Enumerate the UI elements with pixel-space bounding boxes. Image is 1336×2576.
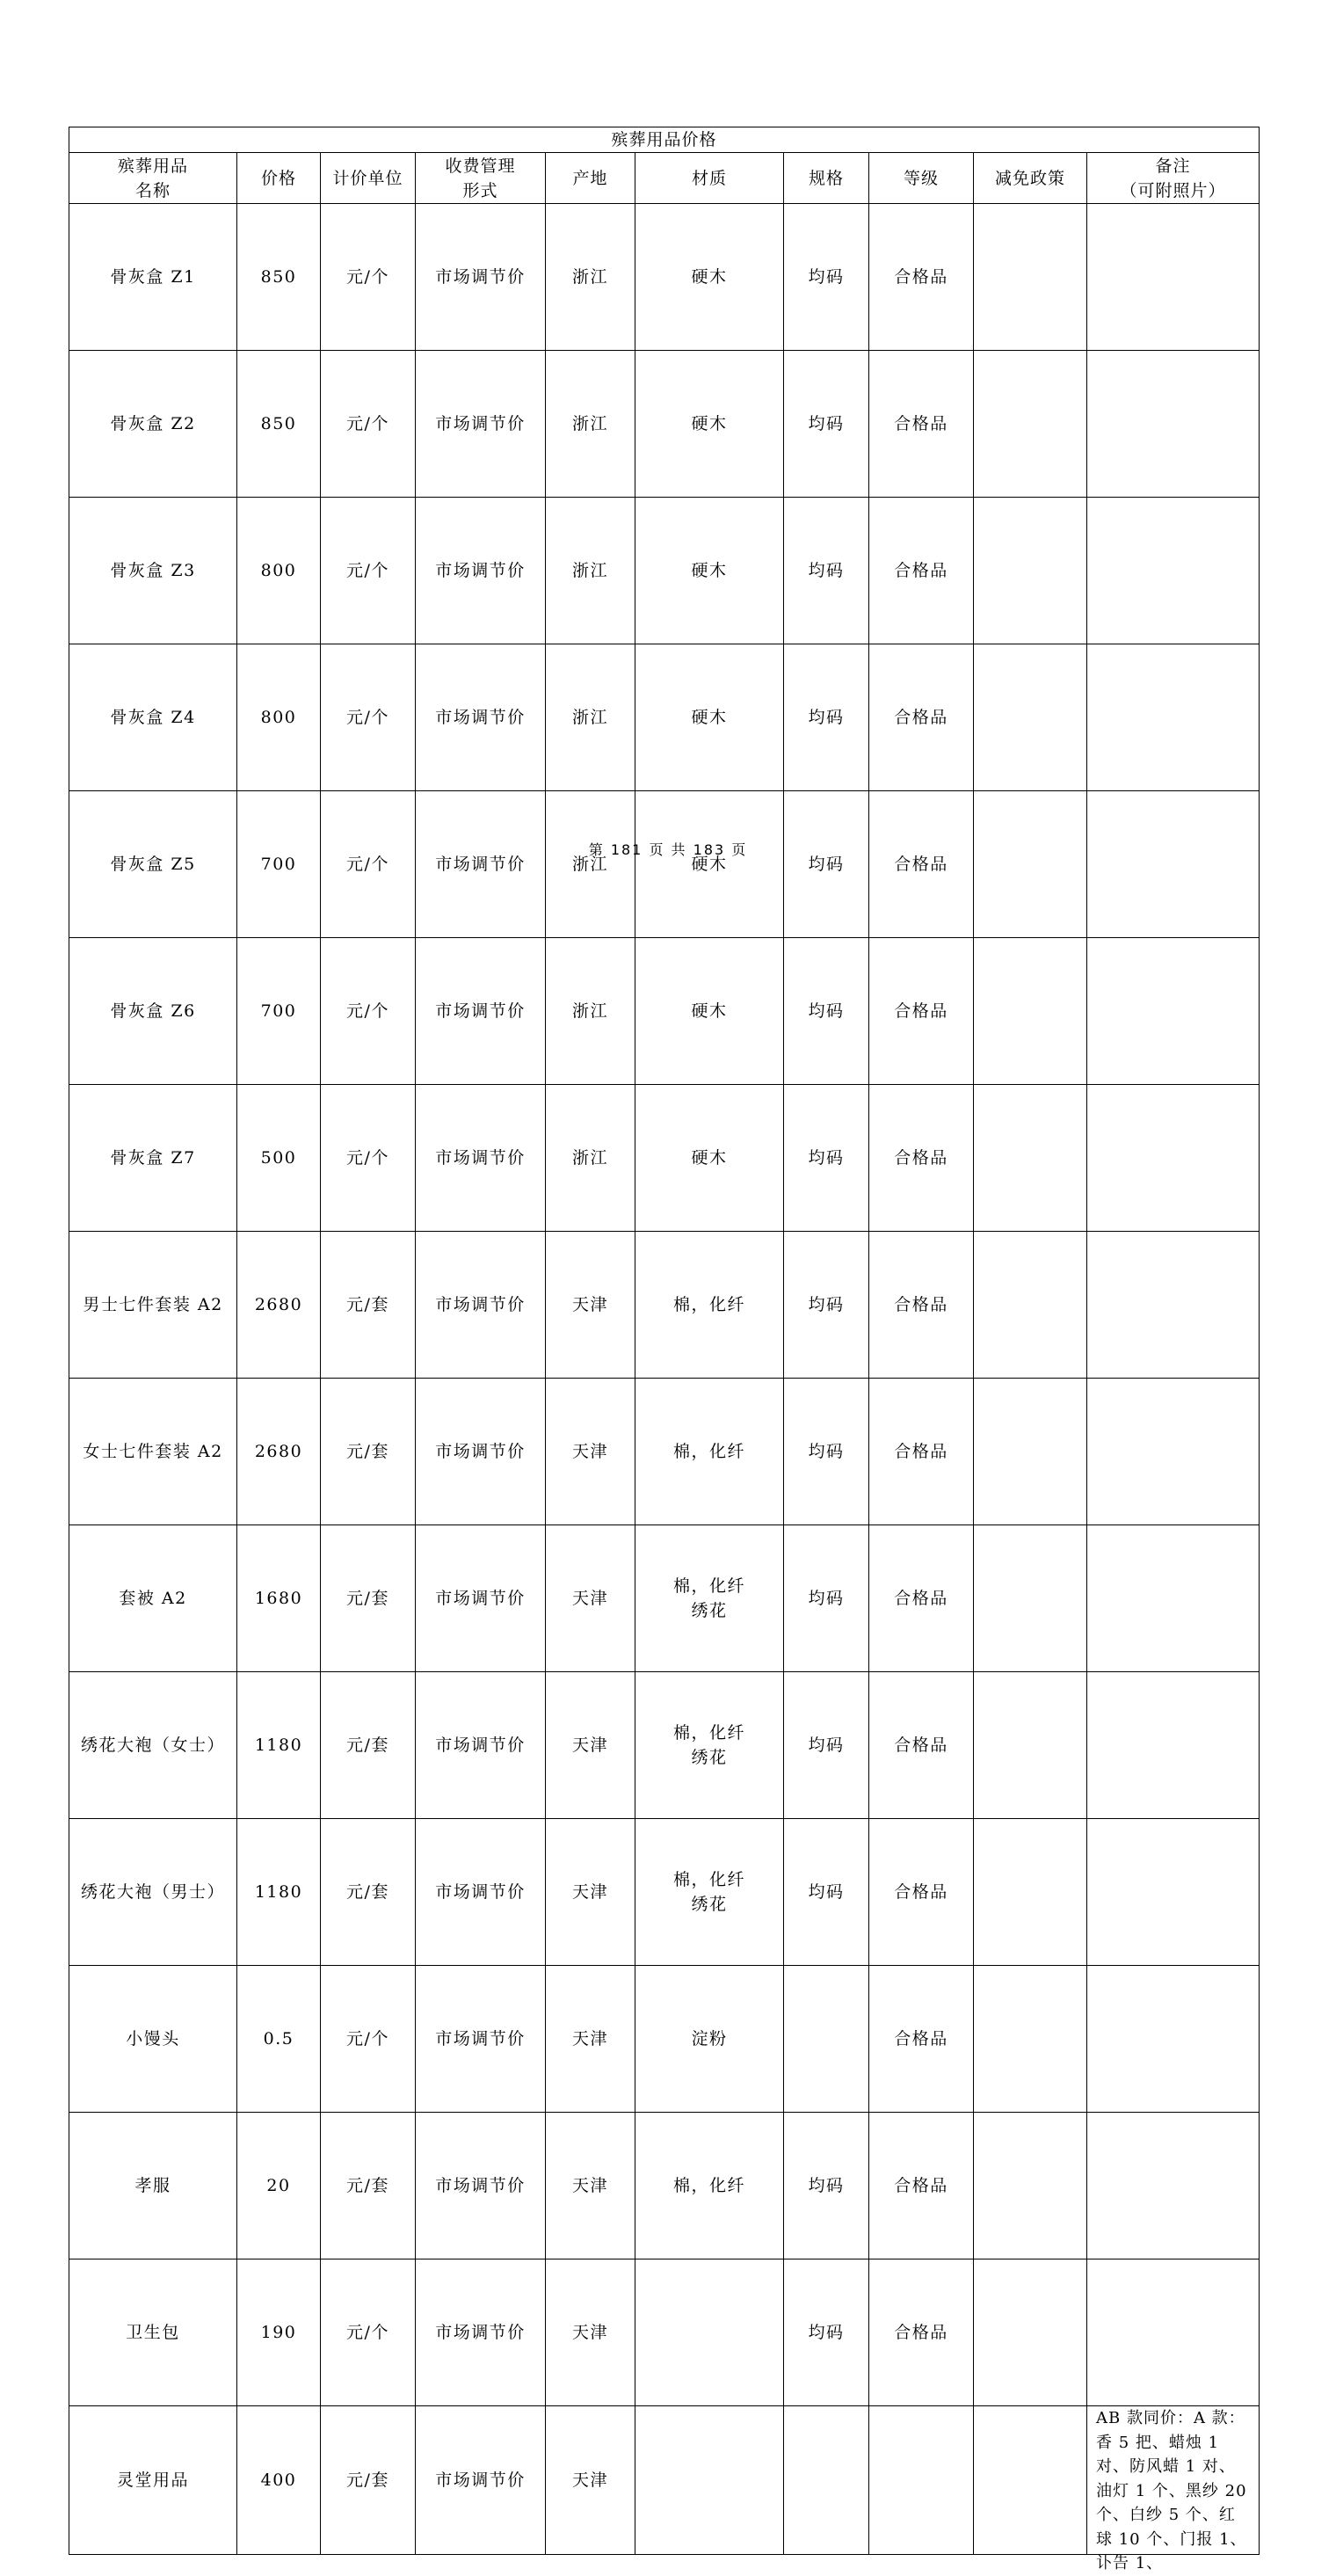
cell-origin: 天津	[546, 1672, 635, 1819]
cell-note	[1087, 351, 1260, 498]
header-origin-line: 产地	[572, 168, 608, 188]
cell-reduction	[974, 1232, 1087, 1379]
material-line: 绣花	[691, 1895, 728, 1914]
cell-name: 绣花大袍（男士）	[69, 1819, 237, 1966]
cell-spec: 均码	[784, 1525, 869, 1672]
cell-unit: 元/个	[321, 644, 416, 791]
cell-spec: 均码	[784, 351, 869, 498]
cell-note	[1087, 204, 1260, 351]
cell-management: 市场调节价	[416, 1379, 546, 1525]
material-line: 绣花	[691, 1748, 728, 1767]
cell-unit: 元/个	[321, 791, 416, 938]
header-unit-line: 计价单位	[332, 168, 403, 188]
cell-management: 市场调节价	[416, 1085, 546, 1232]
cell-material	[635, 1085, 784, 1232]
cell-origin: 天津	[546, 1379, 635, 1525]
cell-material	[635, 1525, 784, 1672]
note-text	[1096, 498, 1252, 644]
cell-name: 男士七件套装 A2	[69, 1232, 237, 1379]
cell-unit: 元/个	[321, 204, 416, 351]
cell-reduction	[974, 2406, 1087, 2555]
header-management	[416, 153, 546, 204]
note-text	[1096, 204, 1252, 350]
cell-spec: 均码	[784, 2259, 869, 2406]
material-line: 硬木	[691, 1148, 728, 1168]
cell-spec	[784, 1966, 869, 2113]
cell-material	[635, 1966, 784, 2113]
cell-unit: 元/个	[321, 938, 416, 1085]
cell-material	[635, 351, 784, 498]
material-line: 硬木	[691, 708, 728, 727]
cell-management: 市场调节价	[416, 2406, 546, 2555]
cell-management: 市场调节价	[416, 1232, 546, 1379]
cell-origin: 天津	[546, 1525, 635, 1672]
cell-origin: 天津	[546, 1819, 635, 1966]
cell-material	[635, 644, 784, 791]
header-unit	[321, 153, 416, 204]
note-text	[1096, 644, 1252, 790]
cell-price: 20	[237, 2113, 321, 2259]
cell-origin: 天津	[546, 1966, 635, 2113]
cell-material	[635, 938, 784, 1085]
page-middle: 页 共	[649, 841, 687, 858]
material-line: 棉，化纤	[672, 1723, 745, 1743]
table-row	[69, 2406, 1260, 2555]
table-row	[69, 791, 1260, 938]
cell-management: 市场调节价	[416, 1672, 546, 1819]
cell-origin: 天津	[546, 1232, 635, 1379]
cell-note	[1087, 498, 1260, 644]
cell-reduction	[974, 1379, 1087, 1525]
cell-spec	[784, 2406, 869, 2555]
cell-origin: 浙江	[546, 498, 635, 644]
table-row	[69, 498, 1260, 644]
table-row	[69, 644, 1260, 791]
note-text	[1096, 938, 1252, 1084]
cell-material	[635, 204, 784, 351]
table-row	[69, 938, 1260, 1085]
cell-grade: 合格品	[869, 644, 974, 791]
cell-note	[1087, 1379, 1260, 1525]
cell-spec: 均码	[784, 1232, 869, 1379]
cell-material	[635, 2406, 784, 2555]
note-text	[1096, 351, 1252, 497]
header-note-line: 备注	[1155, 156, 1191, 176]
table-row	[69, 1232, 1260, 1379]
cell-note	[1087, 938, 1260, 1085]
cell-grade: 合格品	[869, 2259, 974, 2406]
cell-reduction	[974, 2259, 1087, 2406]
cell-spec: 均码	[784, 1672, 869, 1819]
note-text	[1096, 1966, 1252, 2112]
cell-unit: 元/个	[321, 351, 416, 498]
cell-grade: 合格品	[869, 2113, 974, 2259]
table-row	[69, 204, 1260, 351]
cell-name: 绣花大袍（女士）	[69, 1672, 237, 1819]
page-footer	[0, 839, 1336, 859]
cell-reduction	[974, 204, 1087, 351]
note-text: AB 款同价：A 款：香 5 把、蜡烛 1 对、防风蜡 1 对、油灯 1 个、黑纱 20 个、白纱 5 个、红球 10 个、门报 1、讣告 1、	[1096, 2409, 1247, 2572]
cell-name: 骨灰盒 Z6	[69, 938, 237, 1085]
cell-name: 骨灰盒 Z1	[69, 204, 237, 351]
cell-note	[1087, 2113, 1260, 2259]
cell-grade: 合格品	[869, 351, 974, 498]
cell-note	[1087, 1232, 1260, 1379]
cell-price: 700	[237, 791, 321, 938]
cell-spec: 均码	[784, 1085, 869, 1232]
cell-material	[635, 1232, 784, 1379]
cell-price: 800	[237, 644, 321, 791]
header-reduction	[974, 153, 1087, 204]
cell-material	[635, 2113, 784, 2259]
cell-reduction	[974, 351, 1087, 498]
cell-price: 1180	[237, 1672, 321, 1819]
header-name-line: 名称	[134, 180, 171, 200]
cell-note	[1087, 1525, 1260, 1672]
cell-note	[1087, 2406, 1260, 2572]
header-spec	[784, 153, 869, 204]
note-text	[1096, 2259, 1252, 2405]
cell-unit: 元/个	[321, 498, 416, 644]
table-row	[69, 1085, 1260, 1232]
cell-material	[635, 1672, 784, 1819]
cell-spec: 均码	[784, 498, 869, 644]
cell-unit: 元/套	[321, 1819, 416, 1966]
cell-management: 市场调节价	[416, 1819, 546, 1966]
cell-origin: 浙江	[546, 791, 635, 938]
cell-unit: 元/个	[321, 2259, 416, 2406]
cell-reduction	[974, 498, 1087, 644]
table-row	[69, 2113, 1260, 2259]
cell-unit: 元/套	[321, 1672, 416, 1819]
cell-note	[1087, 1672, 1260, 1819]
cell-grade: 合格品	[869, 1819, 974, 1966]
cell-spec: 均码	[784, 938, 869, 1085]
cell-price: 2680	[237, 1379, 321, 1525]
cell-management: 市场调节价	[416, 498, 546, 644]
cell-price: 190	[237, 2259, 321, 2406]
note-text	[1096, 1232, 1252, 1378]
cell-unit: 元/套	[321, 2406, 416, 2555]
cell-price: 850	[237, 351, 321, 498]
cell-material	[635, 2259, 784, 2406]
note-text	[1096, 1085, 1252, 1231]
cell-name: 骨灰盒 Z2	[69, 351, 237, 498]
cell-management: 市场调节价	[416, 1966, 546, 2113]
cell-price: 1180	[237, 1819, 321, 1966]
cell-name: 骨灰盒 Z3	[69, 498, 237, 644]
cell-reduction	[974, 644, 1087, 791]
header-reduction-line: 减免政策	[994, 168, 1065, 188]
cell-note	[1087, 1085, 1260, 1232]
table-row	[69, 1672, 1260, 1819]
cell-name: 灵堂用品	[69, 2406, 237, 2555]
cell-origin: 浙江	[546, 938, 635, 1085]
header-management-line: 形式	[462, 180, 498, 200]
material-line: 淀粉	[691, 2029, 728, 2048]
cell-name: 骨灰盒 Z4	[69, 644, 237, 791]
header-spec-line: 规格	[808, 168, 844, 188]
cell-note	[1087, 791, 1260, 938]
cell-price: 800	[237, 498, 321, 644]
cell-unit: 元/套	[321, 1525, 416, 1672]
cell-material	[635, 1379, 784, 1525]
note-text	[1096, 2113, 1252, 2259]
cell-origin: 浙江	[546, 644, 635, 791]
cell-origin: 天津	[546, 2259, 635, 2406]
cell-material	[635, 791, 784, 938]
cell-unit: 元/套	[321, 1232, 416, 1379]
cell-unit: 元/个	[321, 1085, 416, 1232]
cell-price: 400	[237, 2406, 321, 2555]
note-text	[1096, 1819, 1252, 1965]
table-row	[69, 1525, 1260, 1672]
cell-management: 市场调节价	[416, 938, 546, 1085]
cell-name: 骨灰盒 Z5	[69, 791, 237, 938]
cell-origin: 天津	[546, 2406, 635, 2555]
cell-grade: 合格品	[869, 498, 974, 644]
cell-price: 850	[237, 204, 321, 351]
cell-management: 市场调节价	[416, 2113, 546, 2259]
cell-spec: 均码	[784, 1379, 869, 1525]
cell-grade: 合格品	[869, 204, 974, 351]
cell-grade: 合格品	[869, 1525, 974, 1672]
cell-grade: 合格品	[869, 938, 974, 1085]
cell-spec: 均码	[784, 2113, 869, 2259]
cell-name: 骨灰盒 Z7	[69, 1085, 237, 1232]
note-text	[1096, 1525, 1252, 1671]
header-grade-line: 等级	[903, 168, 939, 188]
cell-reduction	[974, 791, 1087, 938]
cell-spec: 均码	[784, 791, 869, 938]
funeral-supplies-price-table	[69, 127, 1260, 2572]
cell-reduction	[974, 1819, 1087, 1966]
cell-material	[635, 1819, 784, 1966]
cell-name: 小馒头	[69, 1966, 237, 2113]
cell-note	[1087, 2259, 1260, 2406]
material-line: 棉，化纤	[672, 1442, 745, 1461]
cell-reduction	[974, 2113, 1087, 2259]
cell-grade: 合格品	[869, 1966, 974, 2113]
page-prefix: 第	[588, 841, 605, 858]
cell-management: 市场调节价	[416, 2259, 546, 2406]
cell-grade: 合格品	[869, 1085, 974, 1232]
header-name-line: 殡葬用品	[117, 156, 188, 176]
header-price	[237, 153, 321, 204]
cell-origin: 天津	[546, 2113, 635, 2259]
header-price-line: 价格	[260, 168, 296, 188]
header-note-line: （可附照片）	[1120, 180, 1226, 200]
material-line: 硬木	[691, 1001, 728, 1021]
cell-note	[1087, 1819, 1260, 1966]
cell-spec: 均码	[784, 1819, 869, 1966]
cell-name: 套被 A2	[69, 1525, 237, 1672]
current-page-number: 181	[610, 841, 643, 858]
table-title: 殡葬用品价格	[69, 127, 1260, 153]
header-material-line: 材质	[691, 168, 727, 188]
cell-management: 市场调节价	[416, 204, 546, 351]
cell-grade	[869, 2406, 974, 2555]
cell-unit: 元/个	[321, 1966, 416, 2113]
material-line: 绣花	[691, 1601, 728, 1620]
header-name	[69, 153, 237, 204]
material-line: 硬木	[691, 267, 728, 287]
cell-price: 700	[237, 938, 321, 1085]
material-line: 硬木	[691, 414, 728, 433]
cell-unit: 元/套	[321, 2113, 416, 2259]
table-row	[69, 1379, 1260, 1525]
material-line: 棉，化纤	[672, 1295, 745, 1314]
note-text	[1096, 1672, 1252, 1818]
cell-note	[1087, 644, 1260, 791]
cell-name: 孝服	[69, 2113, 237, 2259]
header-material	[635, 153, 784, 204]
page-suffix: 页	[731, 841, 748, 858]
cell-management: 市场调节价	[416, 351, 546, 498]
cell-management: 市场调节价	[416, 644, 546, 791]
cell-unit: 元/套	[321, 1379, 416, 1525]
cell-reduction	[974, 1085, 1087, 1232]
cell-grade: 合格品	[869, 1379, 974, 1525]
cell-name: 卫生包	[69, 2259, 237, 2406]
cell-note	[1087, 1966, 1260, 2113]
cell-origin: 浙江	[546, 351, 635, 498]
note-text	[1096, 791, 1252, 937]
cell-reduction	[974, 1966, 1087, 2113]
header-grade	[869, 153, 974, 204]
cell-spec: 均码	[784, 204, 869, 351]
cell-name: 女士七件套装 A2	[69, 1379, 237, 1525]
cell-spec: 均码	[784, 644, 869, 791]
header-management-line: 收费管理	[445, 156, 516, 176]
table-row	[69, 1819, 1260, 1966]
material-line: 棉，化纤	[672, 1870, 745, 1889]
header-origin	[546, 153, 635, 204]
table-header-row	[69, 153, 1260, 204]
cell-reduction	[974, 1525, 1087, 1672]
cell-price: 1680	[237, 1525, 321, 1672]
cell-reduction	[974, 1672, 1087, 1819]
cell-reduction	[974, 938, 1087, 1085]
header-note	[1087, 153, 1260, 204]
cell-grade: 合格品	[869, 791, 974, 938]
cell-grade: 合格品	[869, 1232, 974, 1379]
note-text	[1096, 1379, 1252, 1524]
cell-grade: 合格品	[869, 1672, 974, 1819]
cell-management: 市场调节价	[416, 791, 546, 938]
cell-management: 市场调节价	[416, 1525, 546, 1672]
table-row	[69, 351, 1260, 498]
table-row	[69, 1966, 1260, 2113]
material-line: 硬木	[691, 561, 728, 580]
material-line: 硬木	[691, 855, 728, 874]
cell-origin: 浙江	[546, 1085, 635, 1232]
cell-material	[635, 498, 784, 644]
cell-price: 2680	[237, 1232, 321, 1379]
material-line: 棉，化纤	[672, 1576, 745, 1596]
cell-price: 0.5	[237, 1966, 321, 2113]
table-row	[69, 2259, 1260, 2406]
total-pages-number: 183	[693, 841, 726, 858]
material-line: 棉，化纤	[672, 2176, 745, 2195]
cell-price: 500	[237, 1085, 321, 1232]
cell-origin: 浙江	[546, 204, 635, 351]
